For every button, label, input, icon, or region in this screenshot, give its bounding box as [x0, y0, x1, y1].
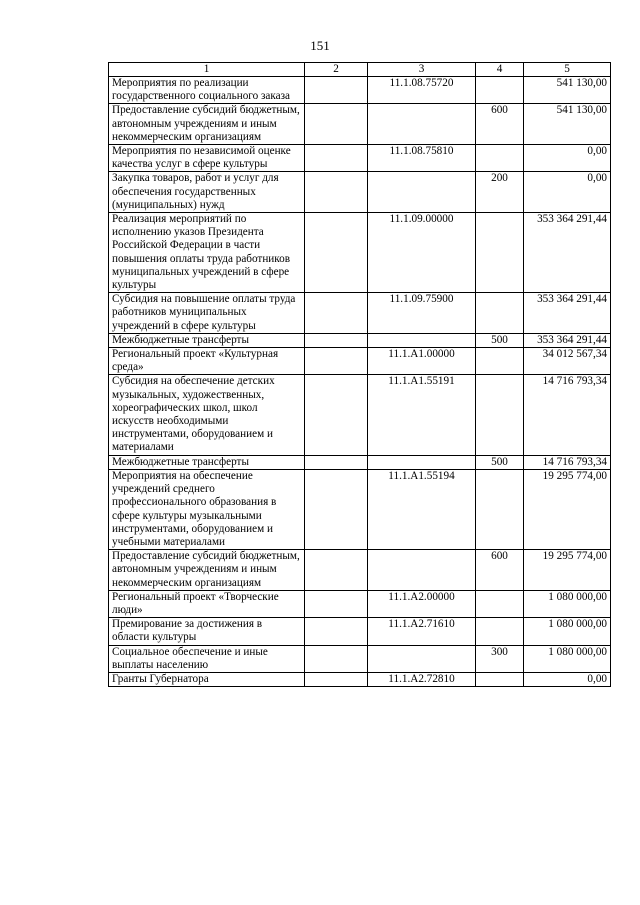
- row-col2: [305, 590, 368, 617]
- row-name: Межбюджетные трансферты: [109, 455, 305, 469]
- row-code: 11.1.A1.00000: [368, 348, 476, 375]
- table-row: [109, 348, 611, 375]
- row-code: [368, 550, 476, 591]
- table-header: [109, 63, 611, 77]
- row-name: Региональный проект «Творческие люди»: [109, 590, 305, 617]
- row-amount: 1 080 000,00: [524, 590, 611, 617]
- table-body: [109, 77, 611, 687]
- row-name: Реализация мероприятий по исполнению указов Президента Российской Федерации в части повышения оплаты труда работников муниципальных учреждений в сфере культуры: [109, 213, 305, 293]
- row-type: [476, 348, 524, 375]
- row-col2: [305, 77, 368, 104]
- row-name: Мероприятия на обеспечение учреждений среднего профессионального образования в сфере культуры музыкальными инструментами, оборудованием и учебными материалами: [109, 469, 305, 549]
- row-type: 500: [476, 333, 524, 347]
- row-col2: [305, 104, 368, 145]
- row-code: [368, 645, 476, 672]
- row-col2: [305, 645, 368, 672]
- row-amount: 19 295 774,00: [524, 469, 611, 549]
- column-header-4: 4: [476, 63, 524, 77]
- row-amount: 1 080 000,00: [524, 645, 611, 672]
- table-row: [109, 77, 611, 104]
- row-code: 11.1.09.00000: [368, 213, 476, 293]
- row-amount: 0,00: [524, 172, 611, 213]
- column-header-1: 1: [109, 63, 305, 77]
- row-code: 11.1.A2.00000: [368, 590, 476, 617]
- header-row: [109, 63, 611, 77]
- page-number: 151: [310, 38, 330, 53]
- row-type: [476, 375, 524, 455]
- row-type: [476, 77, 524, 104]
- table-row: [109, 469, 611, 549]
- row-name: Субсидия на повышение оплаты труда работников муниципальных учреждений в сфере культуры: [109, 293, 305, 334]
- row-col2: [305, 469, 368, 549]
- column-header-3: 3: [368, 63, 476, 77]
- row-name: Гранты Губернатора: [109, 672, 305, 686]
- row-amount: 353 364 291,44: [524, 333, 611, 347]
- row-name: Мероприятия по реализации государственного социального заказа: [109, 77, 305, 104]
- row-name: Предоставление субсидий бюджетным, автономным учреждениям и иным некоммерческим организациям: [109, 104, 305, 145]
- row-name: Региональный проект «Культурная среда»: [109, 348, 305, 375]
- row-col2: [305, 672, 368, 686]
- row-amount: 541 130,00: [524, 77, 611, 104]
- row-name: Закупка товаров, работ и услуг для обеспечения государственных (муниципальных) нужд: [109, 172, 305, 213]
- row-type: 200: [476, 172, 524, 213]
- row-col2: [305, 333, 368, 347]
- row-col2: [305, 618, 368, 645]
- row-amount: 1 080 000,00: [524, 618, 611, 645]
- row-code: 11.1.08.75720: [368, 77, 476, 104]
- row-type: [476, 590, 524, 617]
- row-type: 600: [476, 104, 524, 145]
- row-code: 11.1.A1.55191: [368, 375, 476, 455]
- table-row: [109, 455, 611, 469]
- table-row: [109, 375, 611, 455]
- table-row: [109, 293, 611, 334]
- row-type: [476, 469, 524, 549]
- budget-table: [108, 62, 611, 687]
- column-header-5: 5: [524, 63, 611, 77]
- row-type: [476, 145, 524, 172]
- table-row: [109, 618, 611, 645]
- table-row: [109, 645, 611, 672]
- row-type: 500: [476, 455, 524, 469]
- row-col2: [305, 455, 368, 469]
- row-amount: 541 130,00: [524, 104, 611, 145]
- row-col2: [305, 172, 368, 213]
- row-col2: [305, 375, 368, 455]
- row-col2: [305, 213, 368, 293]
- row-code: [368, 104, 476, 145]
- row-name: Субсидия на обеспечение детских музыкальных, художественных, хореографических школ, школ искусств необходимыми инструментами, оборудованием и материалами: [109, 375, 305, 455]
- row-name: Мероприятия по независимой оценке качества услуг в сфере культуры: [109, 145, 305, 172]
- row-code: 11.1.09.75900: [368, 293, 476, 334]
- row-code: [368, 455, 476, 469]
- row-amount: 14 716 793,34: [524, 455, 611, 469]
- row-type: [476, 672, 524, 686]
- row-name: Межбюджетные трансферты: [109, 333, 305, 347]
- row-col2: [305, 293, 368, 334]
- row-amount: 0,00: [524, 145, 611, 172]
- table-row: [109, 590, 611, 617]
- row-amount: 14 716 793,34: [524, 375, 611, 455]
- row-amount: 0,00: [524, 672, 611, 686]
- row-type: 300: [476, 645, 524, 672]
- table-row: [109, 104, 611, 145]
- row-col2: [305, 145, 368, 172]
- row-name: Социальное обеспечение и иные выплаты населению: [109, 645, 305, 672]
- row-type: [476, 293, 524, 334]
- row-code: 11.1.A2.71610: [368, 618, 476, 645]
- row-col2: [305, 550, 368, 591]
- row-name: Премирование за достижения в области культуры: [109, 618, 305, 645]
- table-row: [109, 172, 611, 213]
- row-name: Предоставление субсидий бюджетным, автономным учреждениям и иным некоммерческим организациям: [109, 550, 305, 591]
- table-row: [109, 672, 611, 686]
- table-row: [109, 145, 611, 172]
- table-row: [109, 333, 611, 347]
- row-amount: 19 295 774,00: [524, 550, 611, 591]
- table-row: [109, 213, 611, 293]
- row-type: [476, 618, 524, 645]
- row-code: [368, 172, 476, 213]
- row-code: 11.1.A2.72810: [368, 672, 476, 686]
- row-amount: 34 012 567,34: [524, 348, 611, 375]
- row-amount: 353 364 291,44: [524, 213, 611, 293]
- row-type: 600: [476, 550, 524, 591]
- row-code: [368, 333, 476, 347]
- row-col2: [305, 348, 368, 375]
- row-code: 11.1.A1.55194: [368, 469, 476, 549]
- table-row: [109, 550, 611, 591]
- row-type: [476, 213, 524, 293]
- row-amount: 353 364 291,44: [524, 293, 611, 334]
- row-code: 11.1.08.75810: [368, 145, 476, 172]
- column-header-2: 2: [305, 63, 368, 77]
